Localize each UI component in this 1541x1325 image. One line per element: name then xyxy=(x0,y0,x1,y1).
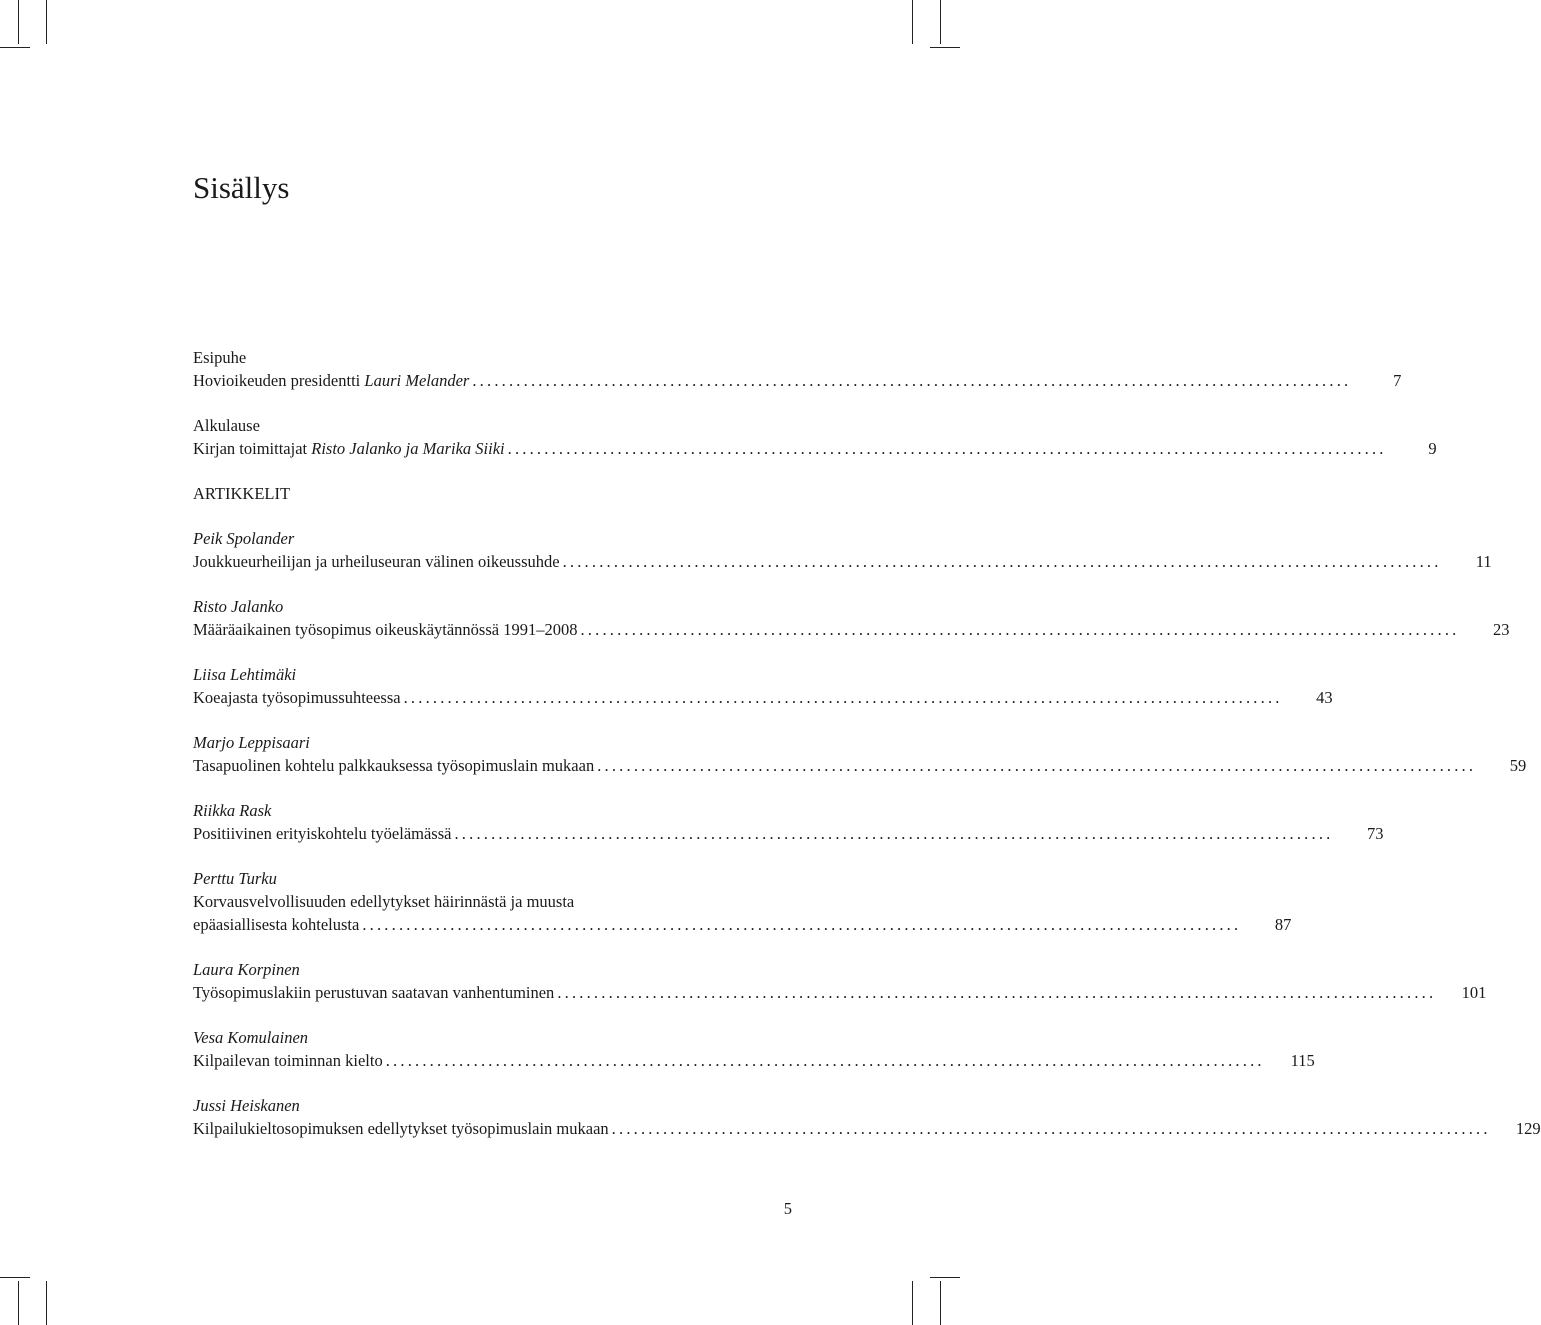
toc-page-number: 101 xyxy=(1461,983,1487,1002)
crop-mark xyxy=(0,1277,30,1278)
crop-mark xyxy=(18,0,19,44)
dot-leader: ........................................................................................................................ xyxy=(557,983,1437,1002)
toc-entry-title: Kilpailevan toiminnan kielto xyxy=(193,1051,383,1070)
crop-mark xyxy=(18,1281,19,1325)
toc-entry-preface[interactable] xyxy=(193,414,1437,460)
dot-leader: ........................................................................................................................ xyxy=(454,824,1334,843)
toc-page-number: 23 xyxy=(1492,620,1510,639)
toc-entry-title: Kirjan toimittajat Risto Jalanko ja Marika Siiki xyxy=(193,439,505,458)
crop-mark xyxy=(0,47,30,48)
toc-entry-author: Laura Korpinen xyxy=(193,960,300,979)
toc-page-number: 73 xyxy=(1366,824,1384,843)
toc-entry-author: Jussi Heiskanen xyxy=(193,1096,300,1115)
toc-entry-author: Risto Jalanko xyxy=(193,597,284,616)
toc-page-number: 87 xyxy=(1274,915,1292,934)
toc-entry-article[interactable] xyxy=(193,867,1292,936)
dot-leader: ........................................................................................................................ xyxy=(403,688,1283,707)
dot-leader: ........................................................................................................................ xyxy=(472,371,1352,390)
table-of-contents xyxy=(193,346,1541,1162)
toc-entry-article[interactable] xyxy=(193,1094,1541,1140)
dot-leader: ........................................................................................................................ xyxy=(611,1119,1491,1138)
dot-leader: ........................................................................................................................ xyxy=(507,439,1387,458)
toc-page-number: 115 xyxy=(1290,1051,1315,1070)
toc-entry-title: Tasapuolinen kohtelu palkkauksessa työsopimuslain mukaan xyxy=(193,756,595,775)
toc-entry-author: Marjo Leppisaari xyxy=(193,733,310,752)
crop-mark xyxy=(940,0,941,44)
crop-mark xyxy=(940,1281,941,1325)
toc-page-number: 11 xyxy=(1475,552,1492,571)
toc-entry-author: Liisa Lehtimäki xyxy=(193,665,297,684)
toc-page-number: 43 xyxy=(1316,688,1333,707)
toc-entry-title: epäasiallisesta kohtelusta xyxy=(193,915,360,934)
crop-mark xyxy=(912,0,913,44)
toc-entry-article[interactable] xyxy=(193,731,1527,777)
toc-entry-heading: Alkulause xyxy=(193,416,260,435)
toc-entry-title: Hovioikeuden presidentti Lauri Melander xyxy=(193,371,470,390)
toc-entry-article[interactable] xyxy=(193,799,1384,845)
toc-entry-article[interactable] xyxy=(193,663,1333,709)
crop-mark xyxy=(930,47,960,48)
toc-entry-article[interactable] xyxy=(193,958,1487,1004)
toc-entry-title-line: Korvausvelvollisuuden edellytykset häirinnästä ja muusta xyxy=(193,892,575,911)
dot-leader: ........................................................................................................................ xyxy=(362,915,1242,934)
toc-entry-article[interactable] xyxy=(193,595,1510,641)
toc-entry-title: Joukkueurheilijan ja urheiluseuran välinen oikeussuhde xyxy=(193,552,560,571)
dot-leader: ........................................................................................................................ xyxy=(385,1051,1265,1070)
toc-entry-foreword[interactable] xyxy=(193,346,1402,392)
crop-mark xyxy=(46,0,47,44)
page-number: 5 xyxy=(783,1199,792,1218)
toc-entry-author: Peik Spolander xyxy=(193,529,295,548)
toc-entry-article[interactable] xyxy=(193,527,1492,573)
section-heading: ARTIKKELIT xyxy=(193,484,291,503)
toc-entry-title: Positiivinen erityiskohtelu työelämässä xyxy=(193,824,452,843)
dot-leader: ........................................................................................................................ xyxy=(580,620,1460,639)
toc-page-number: 59 xyxy=(1509,756,1527,775)
dot-leader: ........................................................................................................................ xyxy=(597,756,1477,775)
crop-mark xyxy=(46,1281,47,1325)
toc-entry-title: Koeajasta työsopimussuhteessa xyxy=(193,688,401,707)
toc-entry-author: Perttu Turku xyxy=(193,869,277,888)
toc-entry-title: Kilpailukieltosopimuksen edellytykset työsopimuslain mukaan xyxy=(193,1119,609,1138)
crop-mark xyxy=(912,1281,913,1325)
toc-page-number: 9 xyxy=(1428,439,1437,458)
page-title: Sisällys xyxy=(193,170,290,205)
toc-page-number: 7 xyxy=(1393,371,1402,390)
dot-leader: ........................................................................................................................ xyxy=(562,552,1442,571)
toc-entry-author: Vesa Komulainen xyxy=(193,1028,309,1047)
toc-entry-title: Työsopimuslakiin perustuvan saatavan vanhentuminen xyxy=(193,983,555,1002)
toc-entry-article[interactable] xyxy=(193,1026,1315,1072)
toc-entry-heading: Esipuhe xyxy=(193,348,247,367)
toc-page-number: 129 xyxy=(1515,1119,1541,1138)
crop-mark xyxy=(930,1277,960,1278)
toc-entry-title: Määräaikainen työsopimus oikeuskäytännössä 1991–2008 xyxy=(193,620,578,639)
toc-entry-author: Riikka Rask xyxy=(193,801,272,820)
